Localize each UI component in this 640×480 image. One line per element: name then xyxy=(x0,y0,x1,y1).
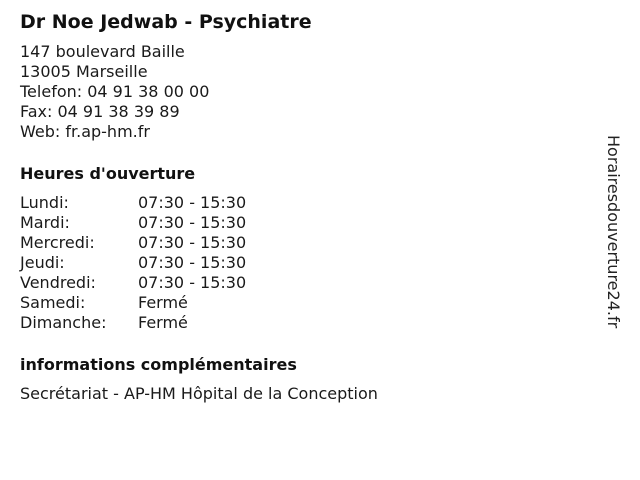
address-line-city: 13005 Marseille xyxy=(20,62,148,81)
address-line-street: 147 boulevard Baille xyxy=(20,42,185,61)
hours-day-label: Vendredi: xyxy=(20,273,96,292)
hours-row-sunday xyxy=(20,313,590,333)
hours-time-value: Fermé xyxy=(138,293,188,312)
additional-info-heading: informations complémentaires xyxy=(20,355,297,374)
hours-row-friday xyxy=(20,273,590,293)
hours-row-thursday xyxy=(20,253,590,273)
hours-day-label: Samedi: xyxy=(20,293,86,312)
hours-time-value: Fermé xyxy=(138,313,188,332)
hours-row-saturday xyxy=(20,293,590,313)
website-link[interactable]: Web: fr.ap-hm.fr xyxy=(20,122,150,141)
fax-number: Fax: 04 91 38 39 89 xyxy=(20,102,180,121)
additional-info-text: Secrétariat - AP-HM Hôpital de la Conception xyxy=(20,384,378,403)
hours-day-label: Mercredi: xyxy=(20,233,95,252)
phone-number: Telefon: 04 91 38 00 00 xyxy=(20,82,210,101)
listing-card xyxy=(20,10,590,404)
hours-time-value: 07:30 - 15:30 xyxy=(138,233,247,252)
hours-row-tuesday xyxy=(20,213,590,233)
hours-day-label: Dimanche: xyxy=(20,313,107,332)
hours-time-value: 07:30 - 15:30 xyxy=(138,253,247,272)
hours-row-wednesday xyxy=(20,233,590,253)
hours-day-label: Mardi: xyxy=(20,213,70,232)
opening-hours-table xyxy=(20,193,590,333)
hours-time-value: 07:30 - 15:30 xyxy=(138,193,247,212)
hours-time-value: 07:30 - 15:30 xyxy=(138,213,247,232)
hours-time-value: 07:30 - 15:30 xyxy=(138,273,247,292)
hours-row-monday xyxy=(20,193,590,213)
hours-day-label: Jeudi: xyxy=(20,253,65,272)
opening-hours-heading: Heures d'ouverture xyxy=(20,164,196,183)
site-watermark: Horairesdouverture24.fr xyxy=(604,135,623,329)
hours-day-label: Lundi: xyxy=(20,193,69,212)
contact-block xyxy=(20,42,590,142)
page-title: Dr Noe Jedwab - Psychiatre xyxy=(20,11,312,33)
